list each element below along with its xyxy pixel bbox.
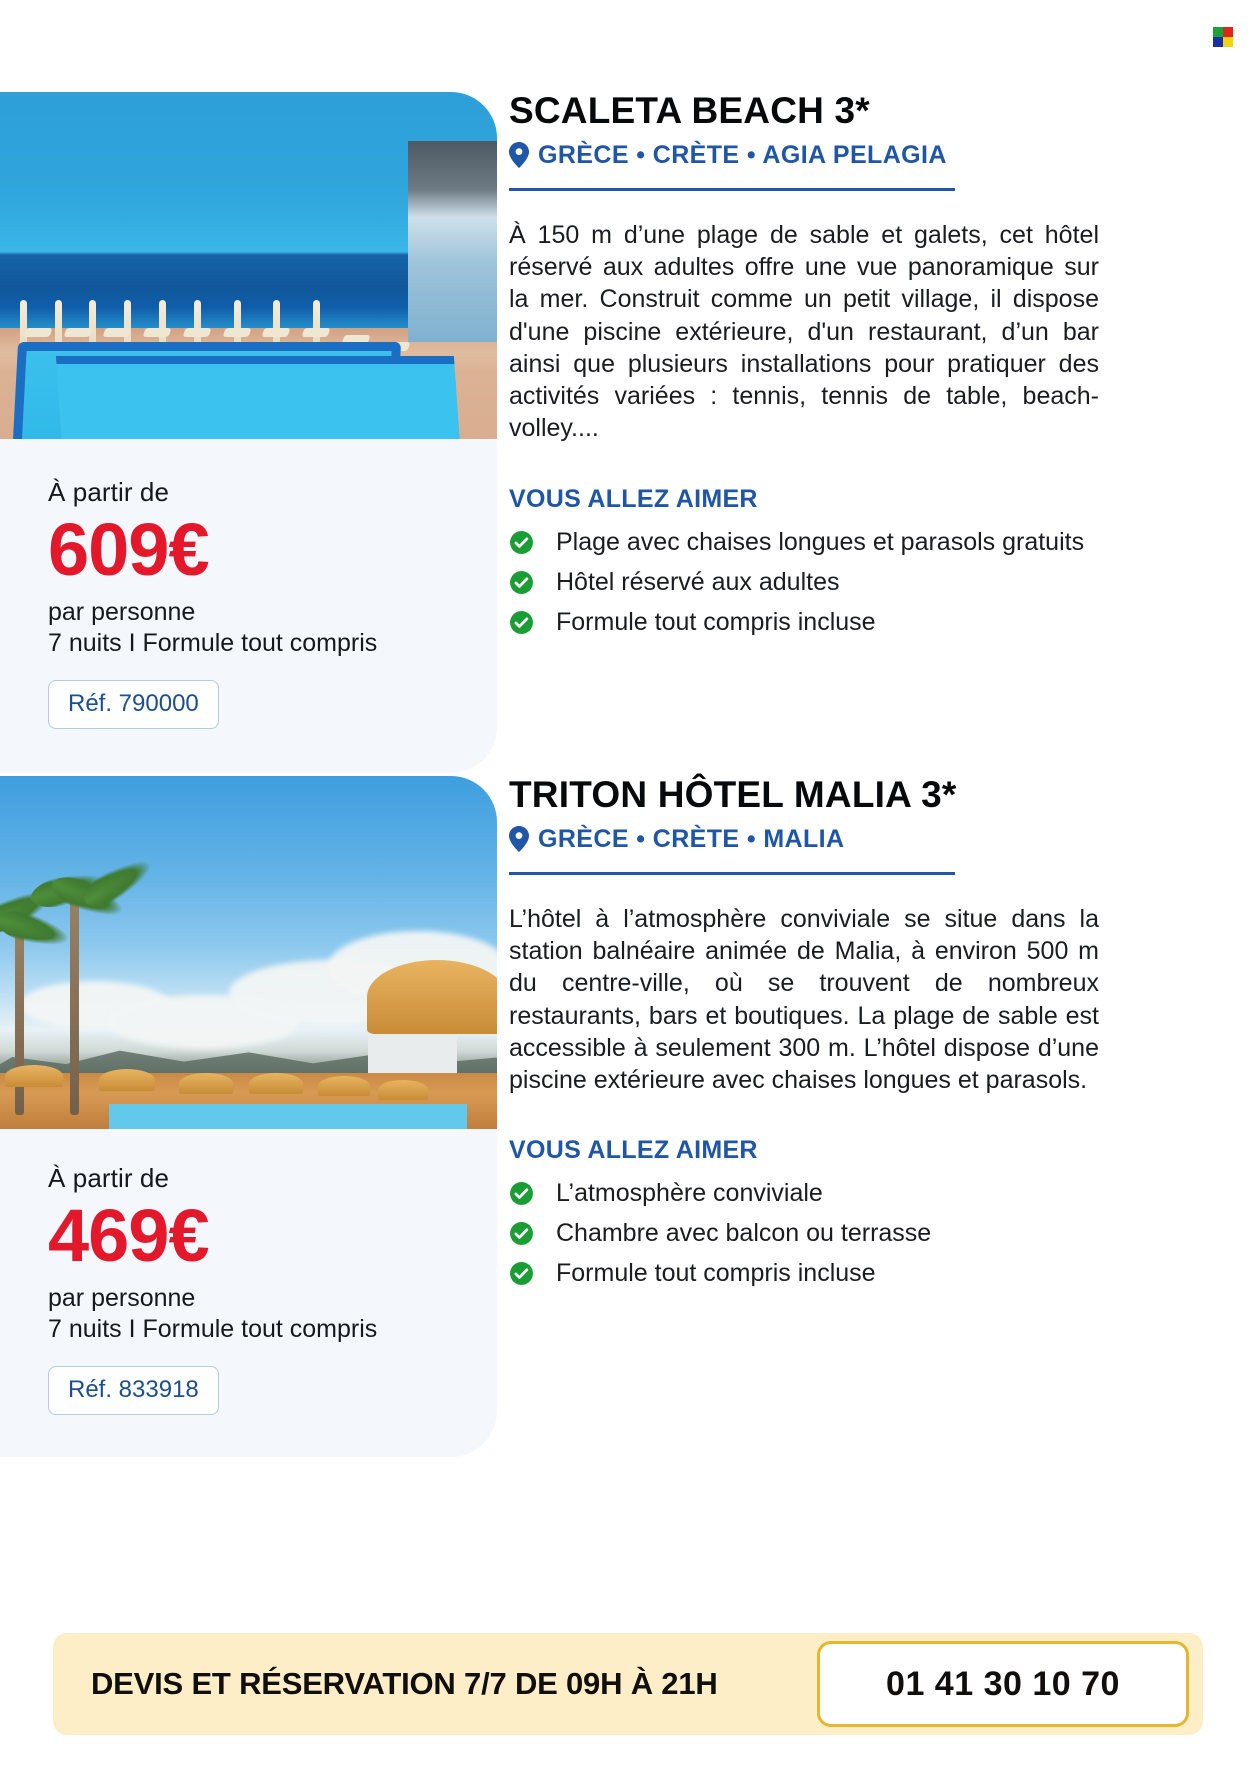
check-circle-icon — [509, 570, 534, 595]
list-item — [509, 528, 1099, 557]
check-circle-icon — [509, 530, 534, 555]
list-item — [509, 1259, 1099, 1288]
hotel-photo — [0, 776, 497, 1129]
per-person-label: par personne — [48, 1284, 196, 1313]
hotel-name: SCALETA BEACH 3* — [509, 90, 870, 131]
booking-banner — [53, 1633, 1203, 1735]
section-divider — [509, 188, 955, 191]
color-swatch-green — [1213, 27, 1223, 37]
per-person-label: par personne — [48, 598, 196, 627]
likes-list — [509, 1179, 1099, 1288]
check-circle-icon — [509, 1221, 534, 1246]
price-amount: 469€ — [48, 1194, 209, 1277]
like-text: Hôtel réservé aux adultes — [556, 567, 840, 596]
hotel-photo — [0, 92, 497, 439]
offer-text-column — [497, 92, 1250, 773]
offer-media-column — [0, 776, 497, 1457]
hotel-description: À 150 m d’une plage de sable et galets, cet hôtel réservé aux adultes offre une vue panoramique sur la mer. Construit comme un petit village, il dispose d'une piscine extérieure, d'un restaurant, d’un bar ainsi que plusieurs installations pour pratiquer des activités variées : tennis, tennis de table, beach-volley.... — [509, 220, 1099, 443]
hotel-name: TRITON HÔTEL MALIA 3* — [509, 774, 957, 815]
hotel-location-text: GRÈCE • CRÈTE • AGIA PELAGIA — [538, 140, 947, 169]
check-circle-icon — [509, 1181, 534, 1206]
section-divider — [509, 872, 955, 875]
like-text: Formule tout compris incluse — [556, 1259, 876, 1288]
phone-number-button[interactable]: 01 41 30 10 70 — [817, 1641, 1189, 1727]
offer-card-scaleta-beach[interactable] — [0, 92, 1250, 773]
like-text: L’atmosphère conviviale — [556, 1179, 823, 1208]
reference-badge[interactable]: Réf. 833918 — [48, 1366, 219, 1415]
list-item — [509, 1179, 1099, 1208]
map-pin-icon — [509, 826, 529, 852]
from-label: À partir de — [48, 1163, 170, 1193]
list-item — [509, 1219, 1099, 1248]
check-circle-icon — [509, 610, 534, 635]
likes-list — [509, 528, 1099, 637]
color-swatch-blue — [1213, 37, 1223, 47]
from-label: À partir de — [48, 477, 170, 507]
offer-text-column — [497, 776, 1250, 1457]
like-text: Formule tout compris incluse — [556, 607, 876, 636]
booking-banner-text: DEVIS ET RÉSERVATION 7/7 DE 09H À 21H — [91, 1666, 718, 1701]
stay-details: 7 nuits I Formule tout compris — [48, 628, 378, 657]
reference-badge[interactable]: Réf. 790000 — [48, 680, 219, 729]
list-item — [509, 568, 1099, 597]
list-item — [509, 608, 1099, 637]
offer-card-triton-hotel-malia[interactable] — [0, 776, 1250, 1457]
hotel-description: L’hôtel à l’atmosphère conviviale se situe dans la station balnéaire animée de Malia, à environ 500 m du centre-ville, où se trouvent de nombreux restaurants, bars et boutiques. La plage de sable est accessible à seulement 300 m. L’hôtel dispose d’une piscine extérieure avec chaises longues et parasols. — [509, 904, 1099, 1095]
price-amount: 609€ — [48, 508, 209, 591]
color-swatch-yellow — [1223, 37, 1233, 47]
offer-card-shell — [0, 776, 497, 1457]
brand-color-mark — [1213, 27, 1233, 47]
color-swatch-red — [1223, 27, 1233, 37]
like-text: Plage avec chaises longues et parasols gratuits — [556, 527, 1085, 556]
hotel-location — [509, 825, 1099, 854]
stay-details: 7 nuits I Formule tout compris — [48, 1314, 378, 1343]
map-pin-icon — [509, 142, 529, 168]
hotel-location — [509, 141, 1099, 170]
offer-card-shell — [0, 92, 497, 773]
price-block — [0, 1129, 497, 1457]
likes-heading: VOUS ALLEZ AIMER — [509, 1136, 758, 1165]
like-text: Chambre avec balcon ou terrasse — [556, 1219, 932, 1248]
hotel-location-text: GRÈCE • CRÈTE • MALIA — [538, 824, 845, 853]
check-circle-icon — [509, 1261, 534, 1286]
price-block — [0, 439, 497, 773]
likes-heading: VOUS ALLEZ AIMER — [509, 484, 758, 513]
offer-media-column — [0, 92, 497, 773]
